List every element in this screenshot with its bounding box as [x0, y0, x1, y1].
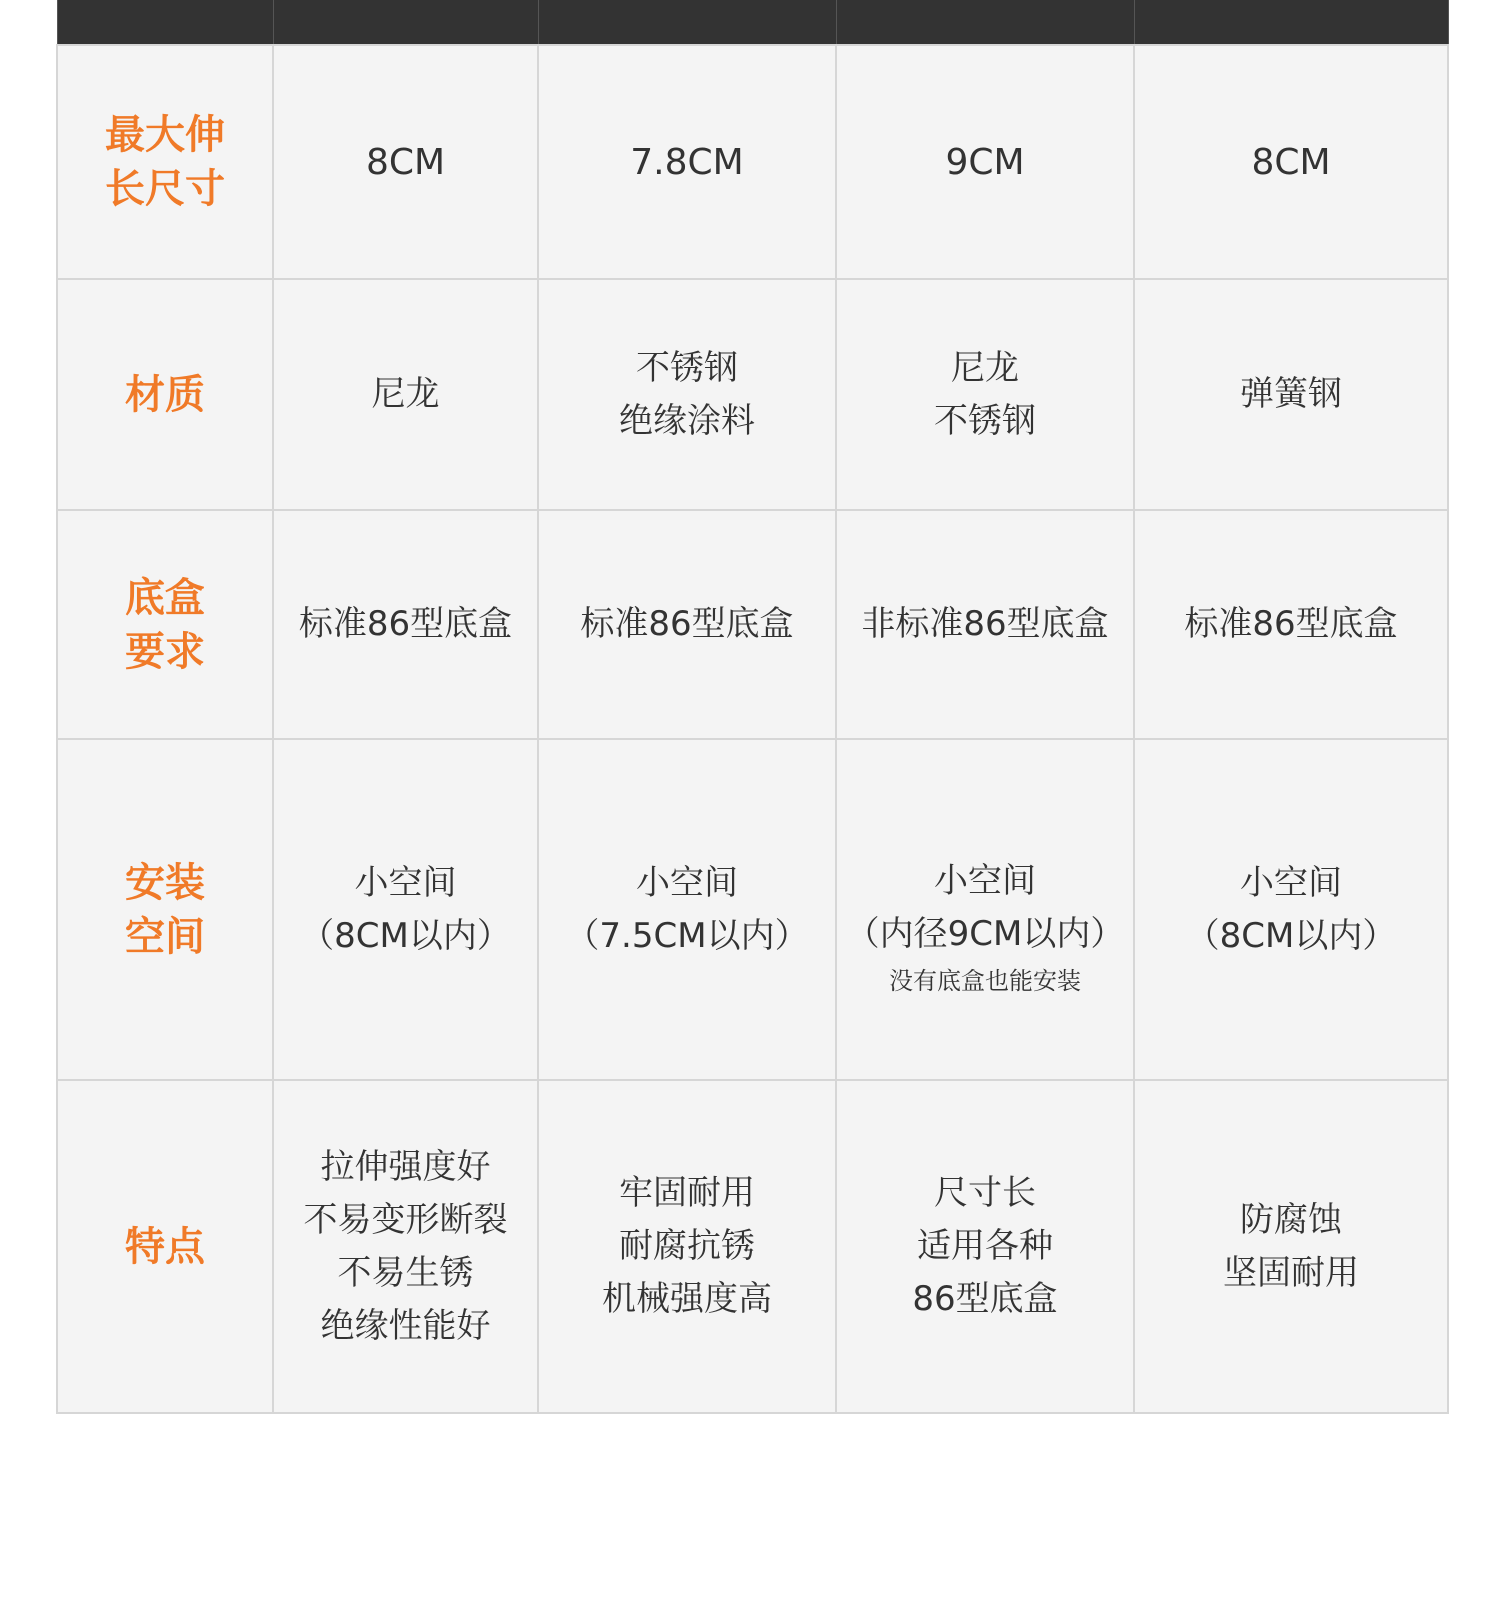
- table-cell: [1134, 510, 1448, 739]
- cell-text: 绝缘性能好: [320, 1305, 491, 1346]
- cell-text: 小空间: [636, 862, 738, 903]
- cell-text: 绝缘涂料: [619, 400, 755, 441]
- table-cell: [538, 45, 836, 279]
- table-cell: [836, 279, 1134, 510]
- row-label-line: 长尺寸: [105, 166, 225, 212]
- table-row: [57, 510, 1448, 739]
- cell-text: 耐腐抗锈: [619, 1226, 755, 1266]
- cell-text: 尼龙: [371, 374, 440, 414]
- cell-text: 小空间: [934, 860, 1036, 901]
- cell-text: （内径9CM以内）: [845, 913, 1125, 954]
- cell-text: 标准86型底盒: [580, 604, 794, 644]
- table-cell: [836, 739, 1134, 1080]
- table-cell: [836, 1080, 1134, 1413]
- row-label-line: 安装: [125, 859, 205, 906]
- cell-text: 机械强度高: [602, 1279, 772, 1319]
- header-cell: [57, 0, 273, 45]
- cell-text: 小空间: [354, 862, 457, 903]
- comparison-table-wrapper: [56, 0, 1447, 1414]
- row-label-line: 空间: [125, 913, 205, 960]
- cell-text: 防腐蚀: [1240, 1199, 1342, 1240]
- table-cell: [273, 1080, 538, 1413]
- table-row: [57, 739, 1448, 1080]
- comparison-table: [56, 0, 1449, 1414]
- table-cell: [1134, 45, 1448, 279]
- cell-text: 尺寸长: [934, 1173, 1036, 1213]
- table-row: [57, 45, 1448, 279]
- table-cell: [1134, 279, 1448, 510]
- table-cell: [273, 510, 538, 739]
- table-row: [57, 279, 1448, 510]
- cell-text: 弹簧钢: [1240, 374, 1342, 414]
- header-cell: [1134, 0, 1448, 45]
- row-label-features: [57, 1080, 273, 1413]
- cell-text: 非标准86型底盒: [861, 604, 1109, 644]
- table-cell: [836, 510, 1134, 739]
- cell-text: （8CM以内）: [1185, 915, 1397, 956]
- cell-text: 8CM: [365, 141, 446, 183]
- table-cell: [273, 279, 538, 510]
- cell-text: 86型底盒: [912, 1279, 1058, 1319]
- cell-text: 不易变形断裂: [303, 1199, 508, 1240]
- table-cell: [273, 45, 538, 279]
- row-label-max-length: [57, 45, 273, 279]
- table-cell: [1134, 1080, 1448, 1413]
- row-label-line: 特点: [125, 1223, 205, 1270]
- table-cell: [538, 510, 836, 739]
- table-cell: [1134, 739, 1448, 1080]
- header-cell: [273, 0, 538, 45]
- cell-note: 没有底盒也能安装: [889, 966, 1081, 995]
- cell-text: 不锈钢: [934, 400, 1036, 441]
- cell-text: 9CM: [945, 141, 1025, 183]
- row-label-line: 材质: [125, 371, 205, 418]
- table-row: [57, 1080, 1448, 1413]
- row-label-install-space: [57, 739, 273, 1080]
- cell-text: 7.8CM: [630, 141, 744, 183]
- row-label-line: 最大伸: [105, 112, 225, 158]
- cell-text: 拉伸强度好: [320, 1146, 491, 1187]
- row-label-material: [57, 279, 273, 510]
- cell-text: 8CM: [1251, 141, 1331, 183]
- cell-text: 标准86型底盒: [1184, 604, 1398, 644]
- cell-text: （7.5CM以内）: [565, 915, 809, 956]
- row-label-line: 要求: [125, 628, 205, 675]
- table-cell: [836, 45, 1134, 279]
- cell-text: 适用各种: [917, 1226, 1053, 1266]
- cell-text: 坚固耐用: [1223, 1252, 1359, 1293]
- table-cell: [538, 1080, 836, 1413]
- cell-text: 尼龙: [951, 347, 1019, 388]
- row-label-line: 底盒: [125, 574, 205, 621]
- cell-text: 标准86型底盒: [298, 604, 513, 644]
- header-cell: [836, 0, 1134, 45]
- table-cell: [273, 739, 538, 1080]
- cell-text: （8CM以内）: [300, 915, 511, 956]
- header-cell: [538, 0, 836, 45]
- table-header-row: [57, 0, 1448, 45]
- cell-text: 不锈钢: [636, 347, 738, 388]
- cell-text: 小空间: [1240, 862, 1342, 903]
- table-cell: [538, 739, 836, 1080]
- cell-text: 不易生锈: [337, 1252, 474, 1293]
- cell-text: 牢固耐用: [619, 1173, 755, 1213]
- row-label-box-requirement: [57, 510, 273, 739]
- table-cell: [538, 279, 836, 510]
